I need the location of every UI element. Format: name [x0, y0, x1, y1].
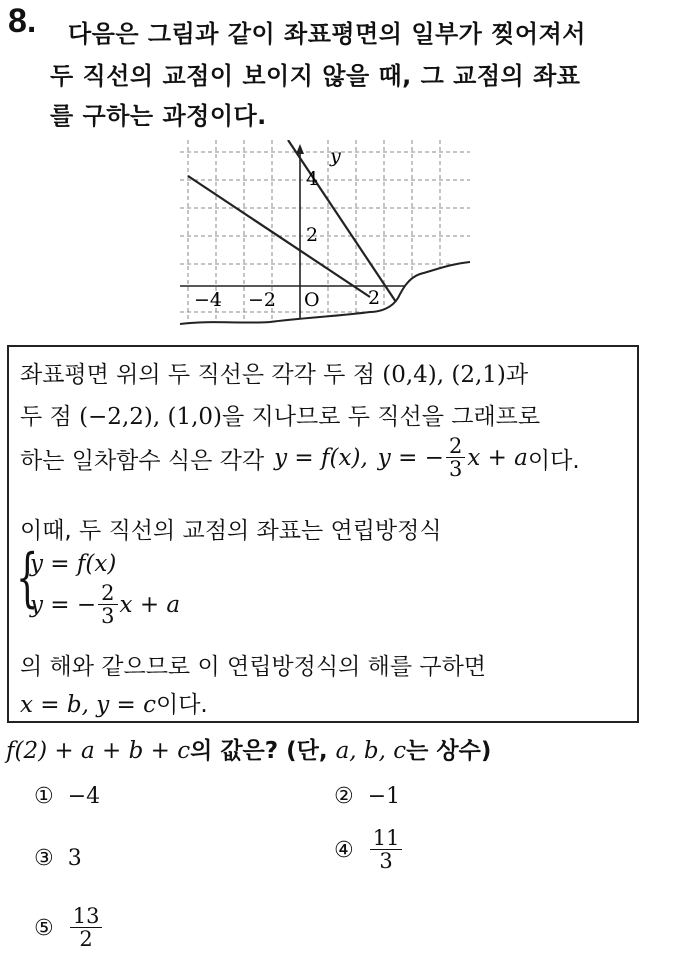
option-4[interactable]: ④ $\frac{11}{3}$: [334, 828, 404, 872]
box-line-6: [20, 686, 208, 719]
box-line-3-head: 하는 일차함수 식은 각각: [20, 447, 265, 474]
y-axis-label: y: [330, 145, 341, 167]
ask-tail: 는 상수): [406, 738, 492, 764]
points-2: (−2,2), (1,0): [79, 404, 223, 430]
box-line-1-text: 좌표평면 위의 두 직선은 각각 두 점: [20, 362, 375, 388]
question-number: 8.: [8, 2, 37, 40]
solution-xy: x = b, y = c: [20, 692, 156, 718]
ask-vars: a, b, c: [335, 738, 407, 764]
equation-g-tail: x + a: [467, 445, 528, 471]
equation-f: y = f(x),: [274, 445, 368, 471]
x-tick-neg4: −4: [194, 289, 223, 311]
points-1: (0,4), (2,1): [382, 362, 506, 388]
y-tick-4: 4: [306, 168, 319, 190]
box-line-3-tail: 이다.: [527, 447, 580, 474]
ask-expression: f(2) + a + b + c: [6, 738, 191, 764]
y-tick-2: 2: [306, 224, 319, 246]
system-brace: {: [16, 541, 39, 615]
system-eq-1: y = f(x): [30, 551, 117, 577]
box-line-1-tail: 과: [505, 362, 529, 388]
system-eq-2-tail: x + a: [119, 592, 181, 618]
box-line-6-tail: 이다.: [155, 692, 208, 718]
option-3[interactable]: ③ 3: [34, 846, 82, 871]
ask-line: [6, 732, 491, 765]
box-line-2-tail: 을 지나므로 두 직선을 그래프로: [222, 404, 541, 430]
box-line-2-head: 두 점: [20, 404, 72, 430]
question-line-1: 다음은 그림과 같이 좌표평면의 일부가 찢어져서: [68, 20, 586, 48]
torn-edge: [180, 262, 470, 324]
ask-text: 의 값은? (단,: [190, 738, 328, 764]
question-line-3: 를 구하는 과정이다.: [50, 102, 267, 130]
system-eq-2: [30, 583, 180, 627]
question-line-2: 두 직선의 교점이 보이지 않을 때, 그 교점의 좌표: [50, 62, 581, 90]
box-line-4: 이때, 두 직선의 교점의 좌표는 연립방정식: [20, 518, 442, 544]
fraction-two-thirds: $\frac{2}{3}$: [446, 436, 465, 480]
system-eq-2-head: y = −: [30, 592, 97, 618]
box-line-5: 의 해와 같으므로 이 연립방정식의 해를 구하면: [20, 654, 487, 680]
box-line-1: [20, 356, 528, 389]
box-line-3: [20, 436, 580, 480]
coordinate-graph: [180, 140, 470, 330]
x-tick-2: 2: [368, 287, 381, 309]
fraction-two-thirds-sys: $\frac{2}{3}$: [98, 583, 117, 627]
box-line-2: [20, 398, 540, 431]
option-4-fraction: $\frac{11}{3}$: [370, 828, 403, 872]
grid: [180, 140, 470, 330]
option-5-fraction: $\frac{13}{2}$: [70, 906, 103, 950]
origin-label: O: [304, 289, 320, 311]
x-tick-neg2: −2: [248, 289, 277, 311]
option-2[interactable]: ② −1: [334, 784, 401, 809]
option-1[interactable]: ① −4: [34, 784, 101, 809]
equation-g-head: y = −: [377, 445, 444, 471]
option-5[interactable]: ⑤ $\frac{13}{2}$: [34, 906, 104, 950]
y-axis-arrow: [296, 144, 304, 154]
